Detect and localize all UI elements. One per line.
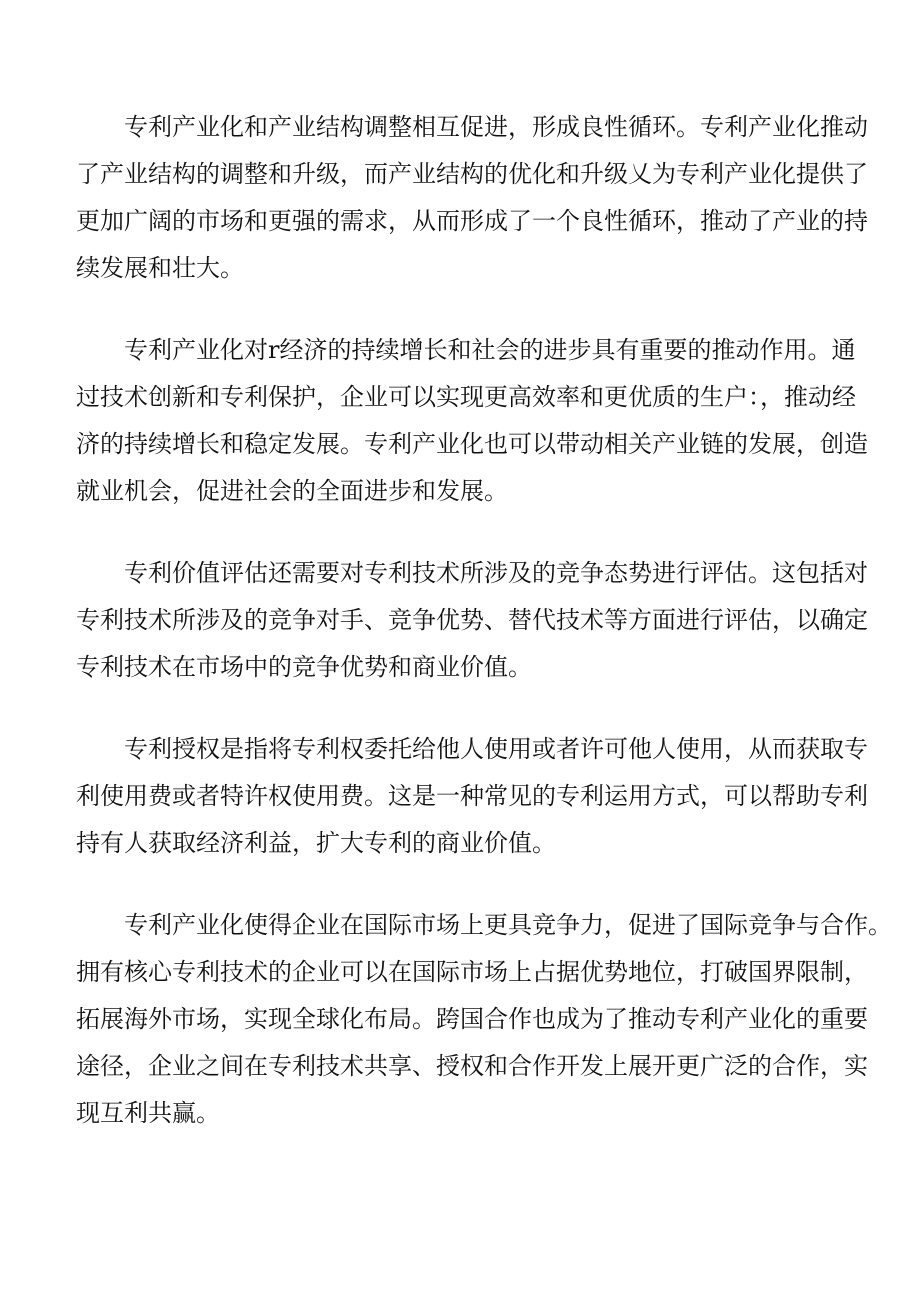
text-line: 专利产业化和产业结构调整相互促进，形成良性循环。专利产业化推动 xyxy=(124,113,868,141)
text-line: 利使用费或者特许权使用费。这是一种常见的专利运用方式，可以帮助专利 xyxy=(76,782,868,810)
text-line: 过技术创新和专利保护，企业可以实现更高效率和更优质的生户：，推动经 xyxy=(76,383,856,411)
text-line: 专利授权是指将专利权委托给他人使用或者许可他人使用，从而获取专 xyxy=(124,735,868,763)
text-line: 专利技术所涉及的竞争对手、竞争优势、替代技术等方面进行评估，以确定 xyxy=(76,606,868,634)
text-line: 就业机会，促进社会的全面进步和发展。 xyxy=(76,477,508,505)
text-line: 更加广阔的市场和更强的需求，从而形成了一个良性循环，推动了产业的持 xyxy=(76,207,868,235)
text-line: 专利产业化对r经济的持续增长和社会的进步具有重要的推动作用。通 xyxy=(124,336,856,364)
text-line: 了产业结构的调整和升级，而产业结构的优化和升级乂为专利产业化提供了 xyxy=(76,160,868,188)
paragraph-competition-assessment xyxy=(76,550,868,691)
paragraph-economic-growth xyxy=(76,327,868,515)
text-line: 济的持续增长和稳定发展。专利产业化也可以带动相关产业链的发展，创造 xyxy=(76,430,868,458)
text-line: 现互利共赢。 xyxy=(76,1099,220,1127)
paragraph-international-market xyxy=(76,902,892,1137)
paragraph-patent-licensing xyxy=(76,726,868,867)
text-line: 专利产业化使得企业在国际市场上更具竞争力，促进了国际竞争与合作。 xyxy=(124,911,892,939)
document-body xyxy=(76,104,892,1172)
text-line: 拓展海外市场，实现全球化布局。跨国合作也成为了推动专利产业化的重要 xyxy=(76,1005,868,1033)
text-line: 途径，企业之间在专利技术共享、授权和合作开发上展开更广泛的合作，实 xyxy=(76,1052,868,1080)
text-line: 专利价值评估还需要对专利技术所涉及的竞争态势进行评估。这包括对 xyxy=(124,559,868,587)
text-line: 专利技术在市场中的竞争优势和商业价值。 xyxy=(76,653,532,681)
text-line: 续发展和壮大。 xyxy=(76,254,244,282)
paragraph-industry-structure xyxy=(76,104,868,292)
text-line: 拥有核心专利技术的企业可以在国际市场上占据优势地位，打破国界限制， xyxy=(76,958,868,986)
text-line: 持有人获取经济利益，扩大专利的商业价值。 xyxy=(76,829,556,857)
